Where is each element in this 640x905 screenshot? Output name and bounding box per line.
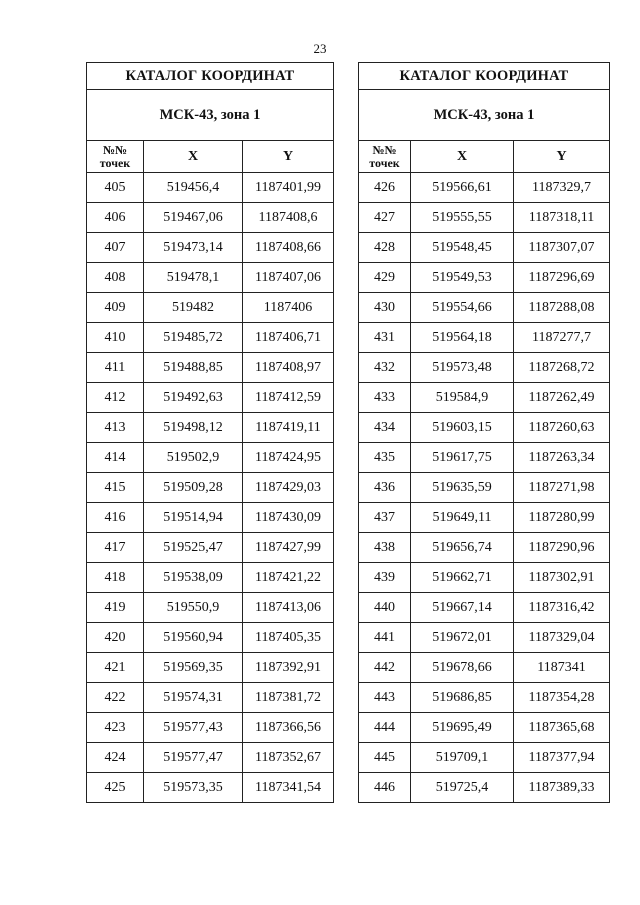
y-coordinate-cell: 1187296,69 bbox=[514, 263, 610, 293]
y-coordinate-cell: 1187329,7 bbox=[514, 173, 610, 203]
x-coordinate-cell: 519482 bbox=[144, 293, 243, 323]
x-coordinate-cell: 519492,63 bbox=[144, 383, 243, 413]
point-number-cell: 446 bbox=[359, 773, 411, 803]
y-coordinate-cell: 1187329,04 bbox=[514, 623, 610, 653]
catalog-title: КАТАЛОГ КООРДИНАТ bbox=[359, 63, 610, 90]
y-coordinate-cell: 1187341,54 bbox=[243, 773, 334, 803]
y-coordinate-cell: 1187407,06 bbox=[243, 263, 334, 293]
x-coordinate-cell: 519560,94 bbox=[144, 623, 243, 653]
x-coordinate-cell: 519509,28 bbox=[144, 473, 243, 503]
table-row bbox=[87, 173, 334, 203]
x-coordinate-cell: 519662,71 bbox=[411, 563, 514, 593]
point-number-cell: 409 bbox=[87, 293, 144, 323]
x-coordinate-cell: 519467,06 bbox=[144, 203, 243, 233]
point-number-cell: 429 bbox=[359, 263, 411, 293]
y-coordinate-cell: 1187263,34 bbox=[514, 443, 610, 473]
table-row bbox=[87, 743, 334, 773]
table-row bbox=[87, 383, 334, 413]
table-row bbox=[359, 593, 610, 623]
y-coordinate-cell: 1187288,08 bbox=[514, 293, 610, 323]
point-number-cell: 407 bbox=[87, 233, 144, 263]
y-coordinate-cell: 1187377,94 bbox=[514, 743, 610, 773]
y-coordinate-cell: 1187354,28 bbox=[514, 683, 610, 713]
table-row bbox=[87, 593, 334, 623]
x-coordinate-cell: 519569,35 bbox=[144, 653, 243, 683]
point-number-cell: 418 bbox=[87, 563, 144, 593]
y-coordinate-cell: 1187401,99 bbox=[243, 173, 334, 203]
y-coordinate-cell: 1187421,22 bbox=[243, 563, 334, 593]
x-coordinate-cell: 519485,72 bbox=[144, 323, 243, 353]
table-row bbox=[359, 683, 610, 713]
table-row bbox=[87, 653, 334, 683]
table-row bbox=[359, 173, 610, 203]
x-coordinate-cell: 519502,9 bbox=[144, 443, 243, 473]
table-row bbox=[359, 323, 610, 353]
table-row bbox=[359, 503, 610, 533]
point-number-cell: 428 bbox=[359, 233, 411, 263]
column-header-y: Y bbox=[514, 141, 610, 173]
x-coordinate-cell: 519564,18 bbox=[411, 323, 514, 353]
x-coordinate-cell: 519549,53 bbox=[411, 263, 514, 293]
y-coordinate-cell: 1187268,72 bbox=[514, 353, 610, 383]
y-coordinate-cell: 1187381,72 bbox=[243, 683, 334, 713]
y-coordinate-cell: 1187427,99 bbox=[243, 533, 334, 563]
table-row bbox=[87, 443, 334, 473]
x-coordinate-cell: 519573,48 bbox=[411, 353, 514, 383]
x-coordinate-cell: 519514,94 bbox=[144, 503, 243, 533]
y-coordinate-cell: 1187408,66 bbox=[243, 233, 334, 263]
x-coordinate-cell: 519577,43 bbox=[144, 713, 243, 743]
table-row bbox=[87, 473, 334, 503]
y-coordinate-cell: 1187341 bbox=[514, 653, 610, 683]
x-coordinate-cell: 519667,14 bbox=[411, 593, 514, 623]
point-number-cell: 422 bbox=[87, 683, 144, 713]
table-row bbox=[359, 443, 610, 473]
table-row bbox=[359, 713, 610, 743]
y-coordinate-cell: 1187424,95 bbox=[243, 443, 334, 473]
y-coordinate-cell: 1187408,97 bbox=[243, 353, 334, 383]
x-coordinate-cell: 519725,4 bbox=[411, 773, 514, 803]
y-coordinate-cell: 1187302,91 bbox=[514, 563, 610, 593]
point-number-cell: 411 bbox=[87, 353, 144, 383]
page-number: 23 bbox=[313, 41, 327, 56]
point-number-cell: 436 bbox=[359, 473, 411, 503]
coordinate-catalog-table-left bbox=[86, 62, 334, 803]
point-number-cell: 433 bbox=[359, 383, 411, 413]
coordinate-system-subtitle: МСК-43, зона 1 bbox=[87, 90, 334, 141]
x-coordinate-cell: 519456,4 bbox=[144, 173, 243, 203]
column-header-y: Y bbox=[243, 141, 334, 173]
point-number-cell: 416 bbox=[87, 503, 144, 533]
table-row bbox=[359, 473, 610, 503]
point-number-cell: 423 bbox=[87, 713, 144, 743]
y-coordinate-cell: 1187406,71 bbox=[243, 323, 334, 353]
x-coordinate-cell: 519577,47 bbox=[144, 743, 243, 773]
column-header-x: X bbox=[411, 141, 514, 173]
table-row bbox=[359, 263, 610, 293]
y-coordinate-cell: 1187365,68 bbox=[514, 713, 610, 743]
point-number-cell: 424 bbox=[87, 743, 144, 773]
table-row bbox=[87, 413, 334, 443]
table-body bbox=[87, 173, 334, 803]
x-coordinate-cell: 519478,1 bbox=[144, 263, 243, 293]
y-coordinate-cell: 1187280,99 bbox=[514, 503, 610, 533]
x-coordinate-cell: 519525,47 bbox=[144, 533, 243, 563]
point-number-cell: 426 bbox=[359, 173, 411, 203]
point-number-cell: 425 bbox=[87, 773, 144, 803]
point-number-cell: 445 bbox=[359, 743, 411, 773]
point-number-cell: 427 bbox=[359, 203, 411, 233]
point-number-cell: 415 bbox=[87, 473, 144, 503]
point-number-cell: 421 bbox=[87, 653, 144, 683]
x-coordinate-cell: 519498,12 bbox=[144, 413, 243, 443]
table-row bbox=[87, 683, 334, 713]
y-coordinate-cell: 1187429,03 bbox=[243, 473, 334, 503]
x-coordinate-cell: 519554,66 bbox=[411, 293, 514, 323]
y-coordinate-cell: 1187290,96 bbox=[514, 533, 610, 563]
point-number-cell: 443 bbox=[359, 683, 411, 713]
point-number-cell: 412 bbox=[87, 383, 144, 413]
point-number-cell: 417 bbox=[87, 533, 144, 563]
point-number-cell: 420 bbox=[87, 623, 144, 653]
table-row bbox=[87, 713, 334, 743]
y-coordinate-cell: 1187366,56 bbox=[243, 713, 334, 743]
x-coordinate-cell: 519635,59 bbox=[411, 473, 514, 503]
y-coordinate-cell: 1187406 bbox=[243, 293, 334, 323]
x-coordinate-cell: 519678,66 bbox=[411, 653, 514, 683]
point-number-cell: 444 bbox=[359, 713, 411, 743]
y-coordinate-cell: 1187430,09 bbox=[243, 503, 334, 533]
point-number-cell: 435 bbox=[359, 443, 411, 473]
x-coordinate-cell: 519695,49 bbox=[411, 713, 514, 743]
y-coordinate-cell: 1187405,35 bbox=[243, 623, 334, 653]
coordinate-system-subtitle: МСК-43, зона 1 bbox=[359, 90, 610, 141]
point-number-cell: 408 bbox=[87, 263, 144, 293]
y-coordinate-cell: 1187392,91 bbox=[243, 653, 334, 683]
table-row bbox=[87, 503, 334, 533]
point-number-cell: 441 bbox=[359, 623, 411, 653]
table-row bbox=[359, 623, 610, 653]
y-coordinate-cell: 1187260,63 bbox=[514, 413, 610, 443]
point-number-cell: 413 bbox=[87, 413, 144, 443]
table-row bbox=[359, 383, 610, 413]
table-row bbox=[87, 203, 334, 233]
x-coordinate-cell: 519555,55 bbox=[411, 203, 514, 233]
x-coordinate-cell: 519573,35 bbox=[144, 773, 243, 803]
y-coordinate-cell: 1187307,07 bbox=[514, 233, 610, 263]
table-row bbox=[359, 743, 610, 773]
point-number-cell: 414 bbox=[87, 443, 144, 473]
x-coordinate-cell: 519584,9 bbox=[411, 383, 514, 413]
table-row bbox=[359, 353, 610, 383]
column-header-x: X bbox=[144, 141, 243, 173]
point-number-cell: 431 bbox=[359, 323, 411, 353]
y-coordinate-cell: 1187277,7 bbox=[514, 323, 610, 353]
x-coordinate-cell: 519649,11 bbox=[411, 503, 514, 533]
table-row bbox=[359, 533, 610, 563]
y-coordinate-cell: 1187318,11 bbox=[514, 203, 610, 233]
x-coordinate-cell: 519538,09 bbox=[144, 563, 243, 593]
y-coordinate-cell: 1187412,59 bbox=[243, 383, 334, 413]
x-coordinate-cell: 519672,01 bbox=[411, 623, 514, 653]
y-coordinate-cell: 1187419,11 bbox=[243, 413, 334, 443]
table-row bbox=[87, 623, 334, 653]
x-coordinate-cell: 519656,74 bbox=[411, 533, 514, 563]
x-coordinate-cell: 519550,9 bbox=[144, 593, 243, 623]
point-number-cell: 419 bbox=[87, 593, 144, 623]
point-number-cell: 439 bbox=[359, 563, 411, 593]
point-number-cell: 406 bbox=[87, 203, 144, 233]
y-coordinate-cell: 1187271,98 bbox=[514, 473, 610, 503]
column-header-point-number: №№ точек bbox=[87, 141, 144, 173]
table-row bbox=[87, 293, 334, 323]
table-row bbox=[359, 203, 610, 233]
table-row bbox=[359, 233, 610, 263]
table-row bbox=[87, 263, 334, 293]
table-row bbox=[87, 323, 334, 353]
x-coordinate-cell: 519548,45 bbox=[411, 233, 514, 263]
x-coordinate-cell: 519709,1 bbox=[411, 743, 514, 773]
point-number-cell: 437 bbox=[359, 503, 411, 533]
x-coordinate-cell: 519566,61 bbox=[411, 173, 514, 203]
y-coordinate-cell: 1187408,6 bbox=[243, 203, 334, 233]
point-number-cell: 405 bbox=[87, 173, 144, 203]
table-row bbox=[359, 413, 610, 443]
table-row bbox=[87, 533, 334, 563]
coordinate-catalog-table-right bbox=[358, 62, 610, 803]
y-coordinate-cell: 1187352,67 bbox=[243, 743, 334, 773]
point-number-cell: 442 bbox=[359, 653, 411, 683]
point-number-cell: 438 bbox=[359, 533, 411, 563]
table-body bbox=[359, 173, 610, 803]
point-number-cell: 440 bbox=[359, 593, 411, 623]
x-coordinate-cell: 519488,85 bbox=[144, 353, 243, 383]
table-row bbox=[87, 563, 334, 593]
x-coordinate-cell: 519603,15 bbox=[411, 413, 514, 443]
y-coordinate-cell: 1187413,06 bbox=[243, 593, 334, 623]
point-number-cell: 432 bbox=[359, 353, 411, 383]
table-row bbox=[87, 353, 334, 383]
y-coordinate-cell: 1187262,49 bbox=[514, 383, 610, 413]
x-coordinate-cell: 519617,75 bbox=[411, 443, 514, 473]
x-coordinate-cell: 519686,85 bbox=[411, 683, 514, 713]
point-number-cell: 430 bbox=[359, 293, 411, 323]
table-row bbox=[359, 653, 610, 683]
y-coordinate-cell: 1187389,33 bbox=[514, 773, 610, 803]
x-coordinate-cell: 519473,14 bbox=[144, 233, 243, 263]
table-row bbox=[87, 233, 334, 263]
table-row bbox=[359, 293, 610, 323]
table-row bbox=[87, 773, 334, 803]
catalog-title: КАТАЛОГ КООРДИНАТ bbox=[87, 63, 334, 90]
table-row bbox=[359, 773, 610, 803]
column-header-point-number: №№ точек bbox=[359, 141, 411, 173]
y-coordinate-cell: 1187316,42 bbox=[514, 593, 610, 623]
point-number-cell: 434 bbox=[359, 413, 411, 443]
table-row bbox=[359, 563, 610, 593]
x-coordinate-cell: 519574,31 bbox=[144, 683, 243, 713]
point-number-cell: 410 bbox=[87, 323, 144, 353]
